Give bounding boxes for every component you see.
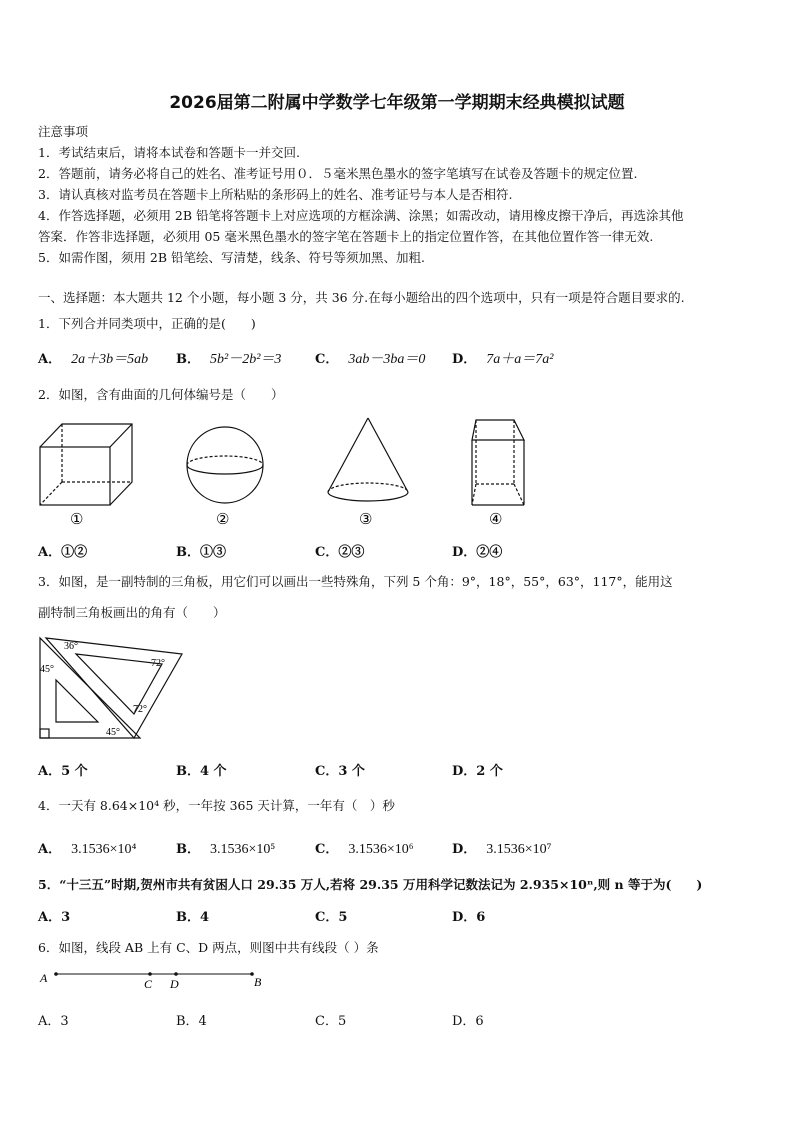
q3-option-c[interactable]: C．3 个: [315, 764, 365, 779]
option-expression: 3.1536×10⁵: [210, 842, 276, 857]
option-expression: 7a＋a＝7a²: [486, 352, 554, 367]
q4-option-d[interactable]: [452, 838, 552, 858]
cube-figure: [40, 424, 132, 505]
option-expression: 5b²－2b²＝3: [210, 352, 282, 367]
question-3-stem: 3．如图，是一副特制的三角板，用它们可以画出一些特殊角，下列 5 个角：9°，18°，55°，63°，117°，能用这: [38, 574, 673, 589]
q2-option-b[interactable]: B．①③: [176, 545, 226, 560]
section-heading: 一、选择题：本大题共 12 个小题，每小题 3 分，共 36 分.在每小题给出的四个选项中，只有一项是符合题目要求的.: [38, 290, 685, 305]
q4-option-b[interactable]: [176, 838, 275, 858]
point-label: D: [170, 977, 179, 991]
q3-option-d[interactable]: D．2 个: [452, 764, 503, 779]
q2-option-c[interactable]: C．②③: [315, 545, 365, 560]
figure-label: ①: [70, 512, 84, 528]
option-letter: C．: [315, 842, 339, 857]
option-letter: A．: [38, 352, 62, 367]
option-expression: 3.1536×10⁷: [486, 842, 552, 857]
q6-option-a[interactable]: A．3: [38, 1014, 69, 1029]
q5-option-a[interactable]: A．3: [38, 910, 71, 925]
cone-figure: [328, 418, 408, 501]
q6-option-b[interactable]: B．4: [176, 1014, 207, 1029]
prism-figure: [472, 420, 524, 505]
notice-item: 1．考试结束后，请将本试卷和答题卡一并交回.: [38, 145, 300, 160]
point-c: [148, 972, 152, 976]
q5-option-d[interactable]: D．6: [452, 910, 486, 925]
option-letter: B．: [176, 352, 200, 367]
q1-option-b[interactable]: [176, 348, 281, 368]
question-1-stem: 1．下列合并同类项中，正确的是( ): [38, 316, 256, 331]
q6-option-c[interactable]: C．5: [315, 1014, 347, 1029]
q1-option-c[interactable]: [315, 348, 425, 368]
question-5-stem: 5．“十三五”时期,贺州市共有贫困人口 29.35 万人,若将 29.35 万用科学记数法记为 2.935×10ⁿ,则 n 等于为( ): [38, 877, 703, 892]
notice-item: 2．答题前，请务必将自己的姓名、准考证号用０．５毫米黑色墨水的签字笔填写在试卷及答题卡的规定位置.: [38, 166, 638, 181]
option-expression: 2a＋3b＝5ab: [71, 352, 149, 367]
notice-item: 5．如需作图，须用 2B 铅笔绘、写清楚，线条、符号等须加黑、加粗.: [38, 250, 426, 265]
q2-option-d[interactable]: D．②④: [452, 545, 503, 560]
q6-option-d[interactable]: D．6: [452, 1014, 484, 1029]
question-2-stem: 2．如图，含有曲面的几何体编号是（ ）: [38, 387, 284, 402]
angle-label: 72°: [151, 658, 165, 669]
q3-option-a[interactable]: A．5 个: [38, 764, 88, 779]
q2-option-a[interactable]: A．①②: [38, 545, 88, 560]
point-label: C: [144, 977, 153, 991]
figure-label: ②: [216, 512, 230, 528]
option-expression: 3ab－3ba＝0: [348, 352, 426, 367]
point-label: A: [40, 971, 48, 985]
option-letter: A．: [38, 842, 62, 857]
sphere-figure: [187, 427, 263, 503]
option-expression: 3.1536×10⁴: [71, 842, 137, 857]
angle-label: 36°: [64, 641, 78, 652]
option-letter: B．: [176, 842, 200, 857]
question-4-stem: 4．一天有 8.64×10⁴ 秒，一年按 365 天计算，一年有（ ）秒: [38, 798, 395, 813]
q1-option-a[interactable]: [38, 348, 148, 368]
page-title: 2026届第二附属中学数学七年级第一学期期末经典模拟试题: [169, 93, 625, 113]
option-expression: 3.1536×10⁶: [348, 842, 414, 857]
q4-option-a[interactable]: [38, 838, 136, 858]
notice-item: 3．请认真核对监考员在答题卡上所粘贴的条形码上的姓名、准考证号与本人是否相符.: [38, 187, 513, 202]
q5-option-c[interactable]: C．5: [315, 910, 348, 925]
q1-option-d[interactable]: [452, 348, 553, 368]
option-letter: C．: [315, 352, 339, 367]
point-d: [174, 972, 178, 976]
triangle-set-figure: [34, 632, 189, 744]
angle-label: 45°: [40, 664, 54, 675]
notice-item: 答案．作答非选择题，必须用 05 毫米黑色墨水的签字笔在答题卡上的指定位置作答，在其他位置作答一律无效.: [38, 229, 654, 244]
q3-option-b[interactable]: B．4 个: [176, 764, 227, 779]
point-label: B: [254, 975, 262, 989]
angle-label: 72°: [133, 704, 147, 715]
notice-heading: 注意事项: [38, 124, 89, 139]
solids-figure: [30, 410, 550, 535]
question-6-stem: 6．如图，线段 AB 上有 C、D 两点，则图中共有线段（ ）条: [38, 940, 379, 955]
figure-label: ③: [359, 512, 373, 528]
q4-option-c[interactable]: [315, 838, 414, 858]
figure-label: ④: [489, 512, 503, 528]
angle-label: 45°: [106, 727, 120, 738]
notice-item: 4．作答选择题，必须用 2B 铅笔将答题卡上对应选项的方框涂满、涂黑；如需改动，请用橡皮擦干净后，再选涂其他: [38, 208, 684, 223]
segment-figure: [34, 964, 274, 996]
option-letter: D．: [452, 352, 477, 367]
question-3-stem-cont: 副特制三角板画出的角有（ ）: [38, 605, 226, 620]
point-a: [54, 972, 58, 976]
option-letter: D．: [452, 842, 477, 857]
q5-option-b[interactable]: B．4: [176, 910, 210, 925]
